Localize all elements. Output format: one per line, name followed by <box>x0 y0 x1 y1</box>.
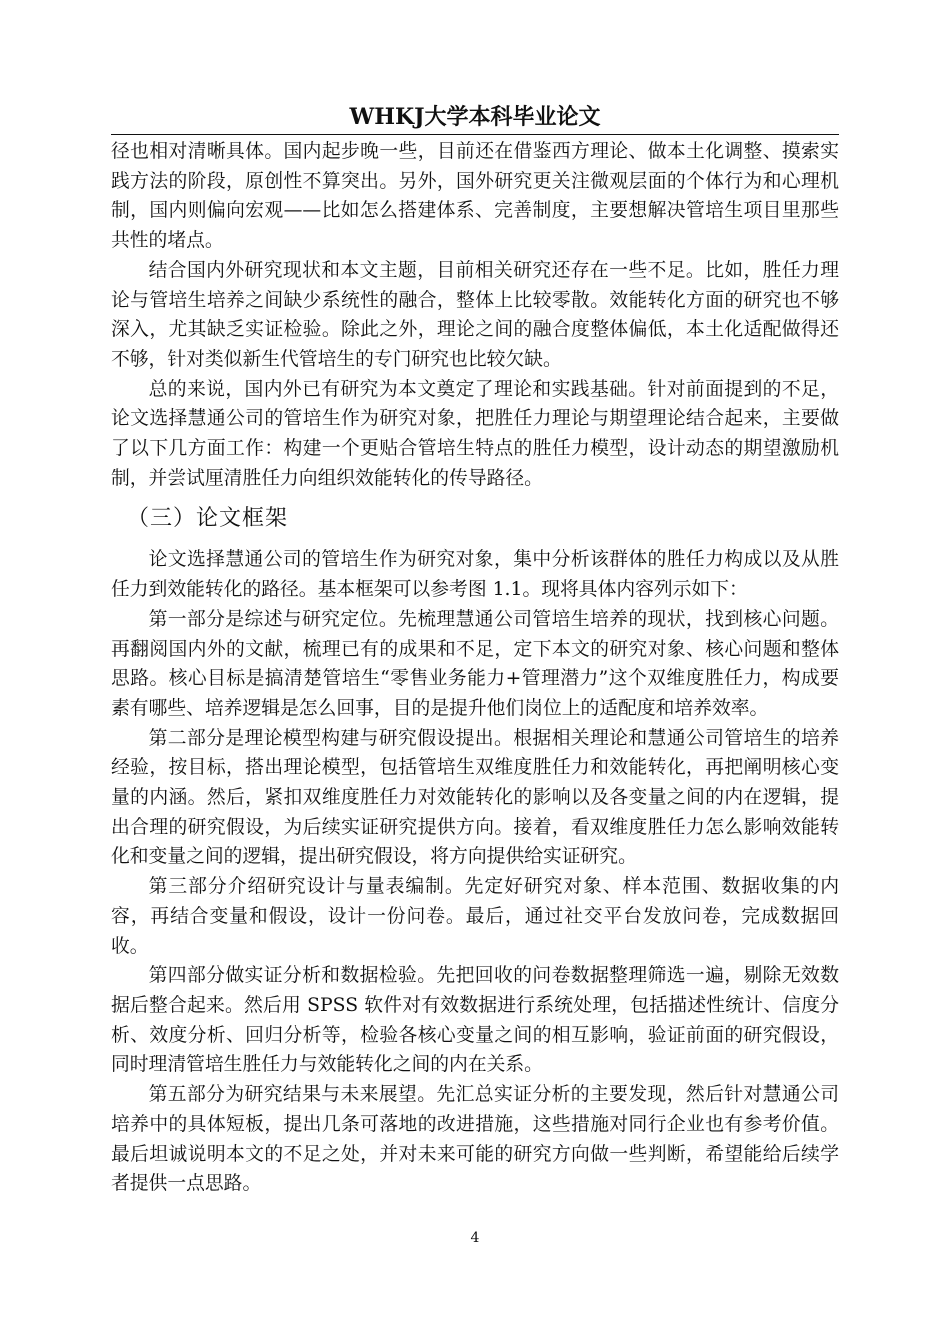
paragraph: 第四部分做实证分析和数据检验。先把回收的问卷数据整理筛选一遍，剔除无效数据后整合起来。然后用 SPSS 软件对有效数据进行系统处理，包括描述性统计、信度分析、效度分析、回归分析等，检验各核心变量之间的相互影响，验证前面的研究假设，同时理清管培生胜任力与效能转化之间的内在关系。 <box>111 965 839 1076</box>
paragraph-continued: 径也相对清晰具体。国内起步晚一些，目前还在借鉴西方理论、做本土化调整、摸索实践方法的阶段，原创性不算突出。另外，国外研究更关注微观层面的个体行为和心理机制，国内则偏向宏观——比如怎么搭建体系、完善制度，主要想解决管培生项目里那些共性的堵点。 <box>111 141 839 252</box>
paragraph: 第一部分是综述与研究定位。先梳理慧通公司管培生培养的现状，找到核心问题。再翻阅国内外的文献，梳理已有的成果和不足，定下本文的研究对象、核心问题和整体思路。核心目标是搞清楚管培生“零售业务能力+管理潜力”这个双维度胜任力，构成要素有哪些、培养逻辑是怎么回事，目的是提升他们岗位上的适配度和培养效率。 <box>111 608 839 719</box>
body-text <box>111 137 839 1199</box>
paragraph: 第五部分为研究结果与未来展望。先汇总实证分析的主要发现，然后针对慧通公司培养中的具体短板，提出几条可落地的改进措施，这些措施对同行企业也有参考价值。最后坦诚说明本文的不足之处，并对未来可能的研究方向做一些判断，希望能给后续学者提供一点思路。 <box>111 1084 839 1195</box>
running-header: WHKJ大学本科毕业论文 <box>349 104 601 130</box>
header-rule <box>111 134 839 135</box>
paragraph: 总的来说，国内外已有研究为本文奠定了理论和实践基础。针对前面提到的不足，论文选择慧通公司的管培生作为研究对象，把胜任力理论与期望理论结合起来，主要做了以下几方面工作：构建一个更贴合管培生特点的胜任力模型，设计动态的期望激励机制，并尝试厘清胜任力向组织效能转化的传导路径。 <box>111 378 839 489</box>
paragraph: 第三部分介绍研究设计与量表编制。先定好研究对象、样本范围、数据收集的内容，再结合变量和假设，设计一份问卷。最后，通过社交平台发放问卷，完成数据回收。 <box>111 876 839 957</box>
section-heading: （三）论文框架 <box>127 506 289 532</box>
paragraph: 结合国内外研究现状和本文主题，目前相关研究还存在一些不足。比如，胜任力理论与管培生培养之间缺少系统性的融合，整体上比较零散。效能转化方面的研究也不够深入，尤其缺乏实证检验。除此之外，理论之间的融合度整体偏低，本土化适配做得还不够，针对类似新生代管培生的专门研究也比较欠缺。 <box>111 259 839 370</box>
page-number: 4 <box>470 1230 480 1246</box>
paragraph: 第二部分是理论模型构建与研究假设提出。根据相关理论和慧通公司管培生的培养经验，按目标，搭出理论模型，包括管培生双维度胜任力和效能转化，再把阐明核心变量的内涵。然后，紧扣双维度胜任力对效能转化的影响以及各变量之间的内在逻辑，提出合理的研究假设，为后续实证研究提供方向。接着，看双维度胜任力怎么影响效能转化和变量之间的逻辑，提出研究假设，将方向提供给实证研究。 <box>111 727 839 868</box>
paragraph: 论文选择慧通公司的管培生作为研究对象，集中分析该群体的胜任力构成以及从胜任力到效能转化的路径。基本框架可以参考图 1.1。现将具体内容列示如下： <box>111 549 839 601</box>
